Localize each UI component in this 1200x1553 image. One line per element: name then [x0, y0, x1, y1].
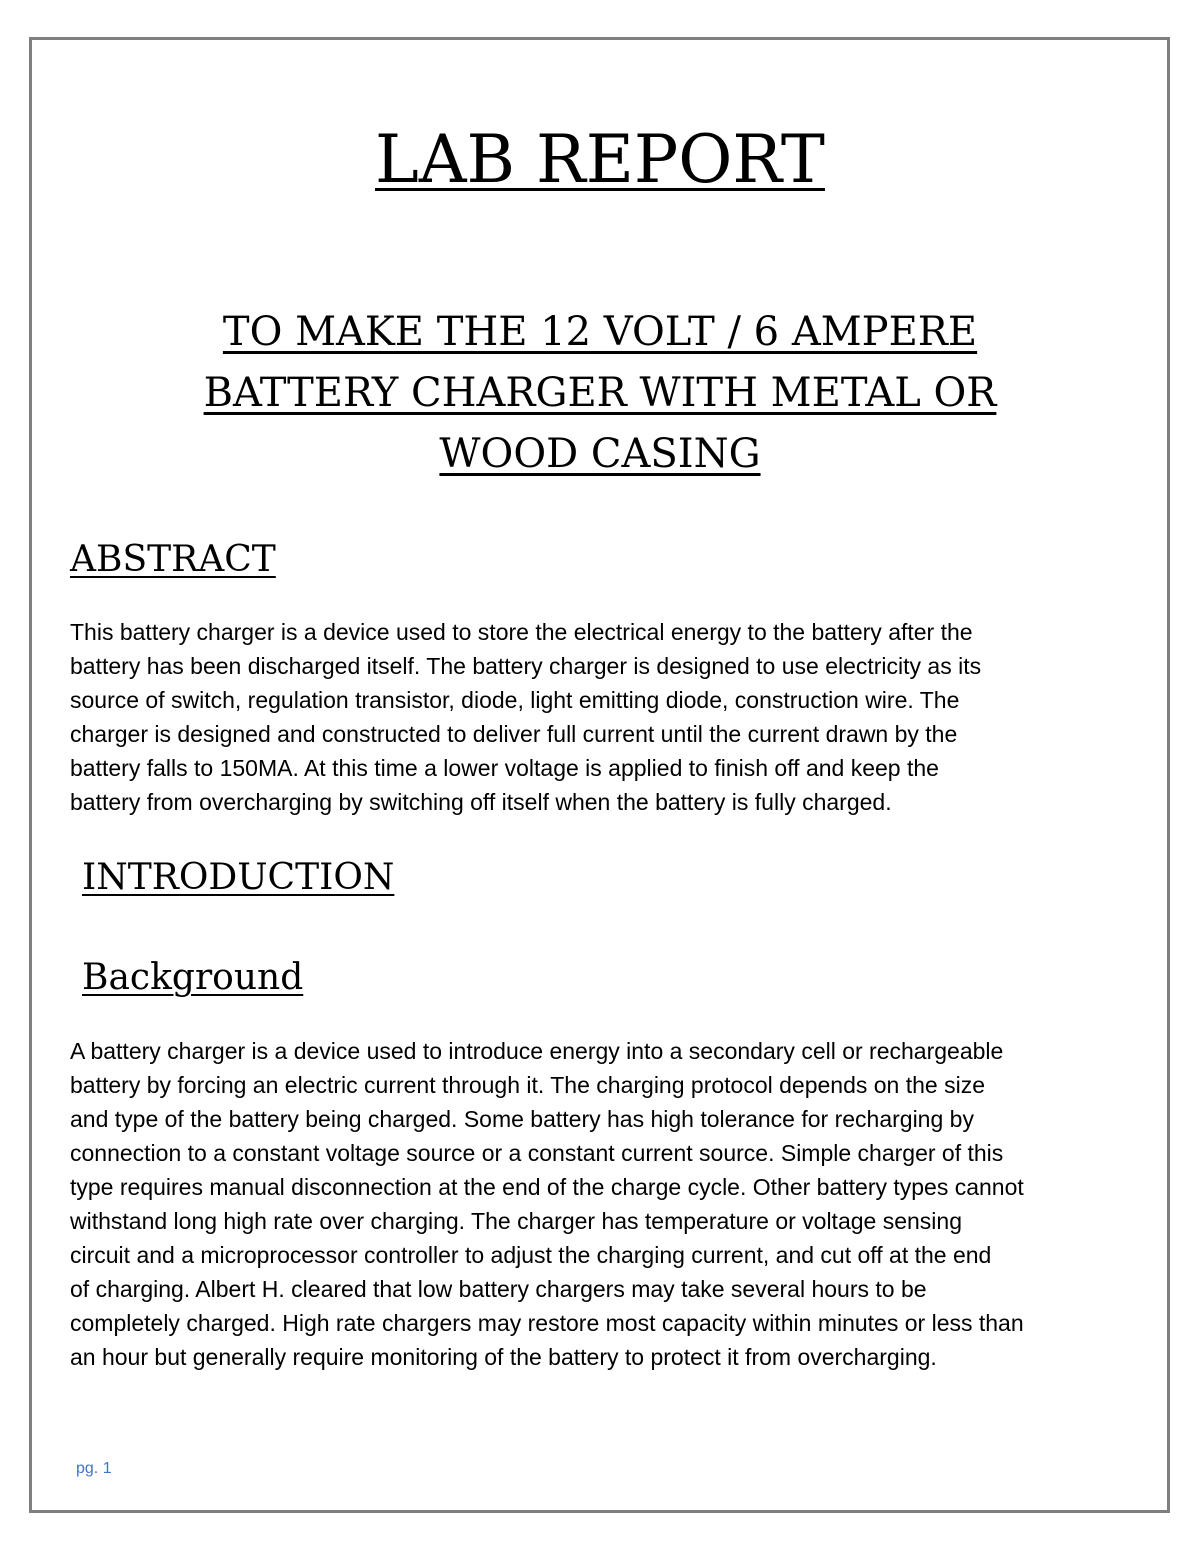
document-subtitle	[100, 302, 1100, 485]
paragraph-line: of charging. Albert H. cleared that low battery chargers may take several hours to be	[70, 1276, 927, 1302]
subtitle-line: TO MAKE THE 12 VOLT / 6 AMPERE	[222, 309, 978, 355]
page-number: pg. 1	[76, 1460, 112, 1477]
paragraph-line: and type of the battery being charged. Some battery has high tolerance for recharging by	[70, 1106, 974, 1132]
document-title: LAB REPORT	[375, 121, 825, 198]
paragraph-line: battery from overcharging by switching off itself when the battery is fully charged.	[70, 789, 892, 815]
background-heading: Background	[82, 957, 304, 998]
paragraph-line: circuit and a microprocessor controller to adjust the charging current, and cut off at the end	[70, 1242, 992, 1268]
abstract-paragraph	[70, 615, 1140, 819]
paragraph-line: completely charged. High rate chargers may restore most capacity within minutes or less than	[70, 1310, 1024, 1336]
paragraph-line: connection to a constant voltage source or a constant current source. Simple charger of this	[70, 1140, 1004, 1166]
paragraph-line: withstand long high rate over charging. The charger has temperature or voltage sensing	[70, 1208, 962, 1234]
paragraph-line: source of switch, regulation transistor, diode, light emitting diode, construction wire. The	[70, 687, 960, 713]
paragraph-line: battery has been discharged itself. The battery charger is designed to use electricity as its	[70, 653, 982, 679]
paragraph-line: an hour but generally require monitoring of the battery to protect it from overcharging.	[70, 1344, 937, 1370]
paragraph-line: type requires manual disconnection at the end of the charge cycle. Other battery types cannot	[70, 1174, 1024, 1200]
paragraph-line: A battery charger is a device used to introduce energy into a secondary cell or rechargeable	[70, 1038, 1004, 1064]
subtitle-line: BATTERY CHARGER WITH METAL OR	[203, 370, 997, 416]
paragraph-line: battery falls to 150MA. At this time a lower voltage is applied to finish off and keep the	[70, 755, 939, 781]
paragraph-line: charger is designed and constructed to deliver full current until the current drawn by the	[70, 721, 958, 747]
abstract-heading: ABSTRACT	[70, 539, 276, 580]
paragraph-line: battery by forcing an electric current through it. The charging protocol depends on the size	[70, 1072, 985, 1098]
background-paragraph	[70, 1034, 1140, 1374]
paragraph-line: This battery charger is a device used to store the electrical energy to the battery after the	[70, 619, 973, 645]
subtitle-line: WOOD CASING	[439, 431, 761, 477]
introduction-heading: INTRODUCTION	[82, 857, 395, 898]
